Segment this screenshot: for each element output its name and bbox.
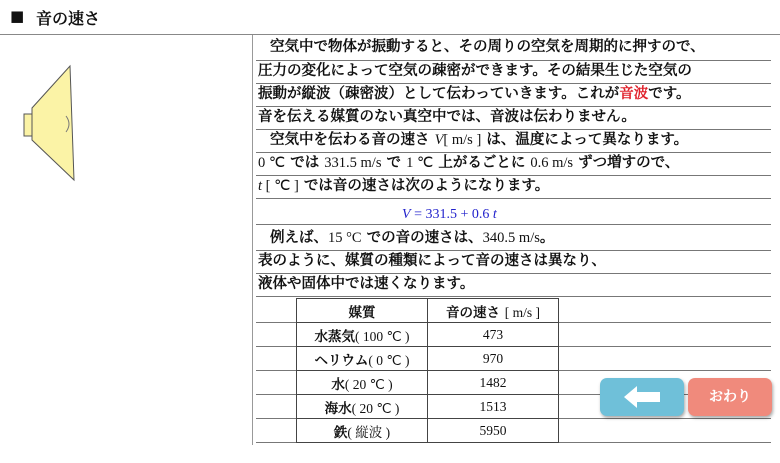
medium-condition: ( 20 ℃ ) [344,376,393,392]
temperature-variable: t [258,178,263,194]
speed-cell: 473 [428,323,559,347]
medium-name: 海水 [324,400,352,417]
text-line-8c: での音の速さは、 [361,230,483,246]
text-line-9: 表のように、媒質の種類によって音の速さは異なり、 [258,253,606,269]
table-header-row [297,299,559,323]
header-medium: 媒質 [297,299,428,323]
text-line-10: 液体や固体中では速くなります。 [258,276,475,292]
medium-cell [297,371,428,395]
back-arrow-icon [624,386,660,408]
header-speed-label: 音の速さ [446,304,501,321]
speaker-cone-icon [20,62,80,182]
formula-v: V [402,207,411,222]
end-button[interactable]: おわり [688,378,772,416]
text-line-4: 音を伝える媒質のない真空中では、音波は伝わりません。 [258,109,636,125]
sound-wave-term: 音波 [619,86,649,102]
text-line-6d: で [381,155,407,171]
sound-speed-table [296,298,559,443]
header-speed [428,299,559,323]
text-line-6b: では [285,155,325,171]
text-line-3b: です。 [648,86,691,102]
table-row [297,323,559,347]
text-line-7 [258,177,549,195]
header-speed-unit: [ m/s ] [504,304,540,320]
table-row [297,347,559,371]
medium-condition: ( 縦波 ) [347,424,391,440]
text-line-5a: 空気中を伝わる音の速さ [270,132,435,148]
column-divider [252,35,253,445]
text-line-5 [270,131,688,149]
speed-cell: 1482 [428,371,559,395]
table-row [297,371,559,395]
table-row [297,419,559,443]
page-title: 音の速さ [36,9,101,28]
medium-name: 鉄 [333,424,348,441]
text-line-8d: 340.5 m/s [482,230,540,246]
text-line-6g: 0.6 m/s [530,155,574,171]
speed-unit: [ m/s ] [443,132,482,148]
text-line-6 [258,154,679,172]
text-line-2: 圧力の変化によって空気の疎密ができます。その結果生じた空気の [258,63,692,79]
formula-t: t [492,207,497,222]
medium-name: 水蒸気 [314,328,355,345]
text-line-7b: では音の速さは次のようになります。 [298,178,550,194]
text-line-8e: 。 [539,230,555,246]
speed-variable: V [434,132,444,148]
medium-condition: ( 0 ℃ ) [368,352,410,368]
text-line-8a: 例えば、 [270,230,328,246]
medium-condition: ( 100 ℃ ) [354,328,410,344]
text-line-6h: ずつ増すので、 [573,155,680,171]
medium-cell [297,347,428,371]
formula-expression: = 331.5 + 0.6 [410,207,493,222]
header-bullet: ■ [10,7,25,25]
text-line-8 [270,229,554,247]
speed-cell: 970 [428,347,559,371]
text-line-1: 空気中で物体が振動すると、その周りの空気を周期的に押すので、 [270,39,705,55]
text-line-3 [258,85,691,103]
text-line-3a: 振動が縦波（疎密波）として伝わっていきます。これが [258,86,620,102]
text-line-8b: 15 °C [328,230,362,246]
table-row [297,395,559,419]
page-header [0,0,780,34]
temperature-unit: [ ℃ ] [262,178,299,194]
header-divider [0,34,780,35]
medium-cell [297,323,428,347]
medium-name: ヘリウム [314,352,369,369]
text-line-6a: 0 ℃ [258,155,286,171]
speed-cell: 5950 [428,419,559,443]
medium-condition: ( 20 ℃ ) [351,400,400,416]
medium-cell [297,419,428,443]
text-line-5b: は、温度によって異なります。 [481,132,689,148]
medium-name: 水 [331,376,345,393]
medium-cell [297,395,428,419]
back-button[interactable] [600,378,684,416]
speed-cell: 1513 [428,395,559,419]
text-line-6f: 上がるごとに [433,155,531,171]
speed-formula [402,207,497,223]
text-line-6c: 331.5 m/s [324,155,382,171]
text-line-6e: 1 ℃ [406,155,434,171]
